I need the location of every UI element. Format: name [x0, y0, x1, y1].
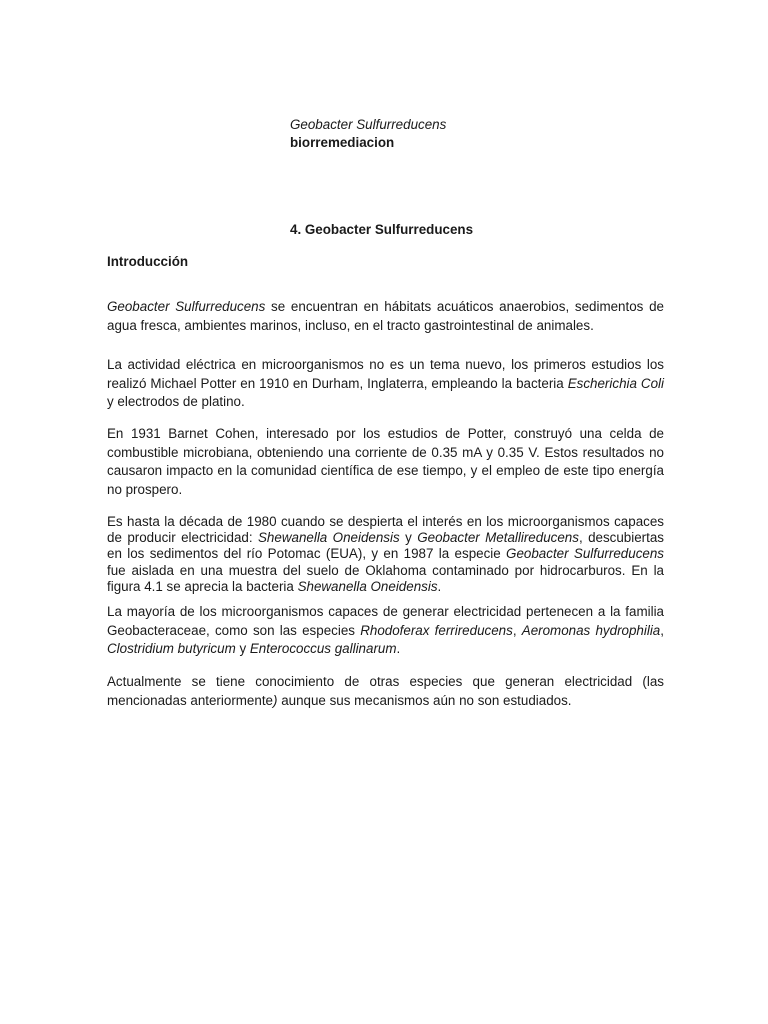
paragraph-text: se encuentran en hábitats acuáticos anaerobios, sedimentos de agua fresca, ambientes marinos, incluso, en el tracto gastrointestinal de animales.: [107, 299, 664, 333]
paragraph-text: aunque sus mecanismos aún no son estudiados.: [277, 692, 572, 708]
species-name: Escherichia Coli: [567, 375, 664, 391]
paragraph-text: .: [437, 578, 442, 594]
paragraph-geobacteraceae: [107, 603, 664, 659]
paragraph-text: y electrodos de platino.: [107, 394, 245, 410]
paragraph-text: Es hasta la década de 1980 cuando se despierta el interés en los microorganismos capaces de producir electricidad:: [107, 514, 664, 546]
paragraph-text: y: [235, 641, 250, 657]
species-name: Aeromonas hydrophilia: [521, 622, 661, 638]
paragraph-text: ,: [512, 622, 522, 638]
species-name: Geobacter Sulfurreducens: [107, 299, 266, 314]
species-name: Rhodoferax ferrireducens: [360, 622, 513, 638]
paragraph-text: En 1931 Barnet Cohen, interesado por los estudios de Potter, construyó una celda de combustible microbiana, obteniendo una corriente de 0.35 mA y 0.35 V. Estos resultados no causaron impacto en la comunidad científica de ese tiempo, y el empleo de este tipo energía no prospero.: [107, 426, 664, 497]
paragraph-text: fue aislada en una muestra del suelo de Oklahoma contaminado por hidrocarburos. En la figura 4.1 se aprecia la bacteria: [107, 562, 664, 594]
paragraph-text-italic: ): [273, 692, 278, 708]
paragraph-habitats: [107, 298, 664, 335]
paragraph-history-potter: [107, 356, 664, 412]
introduction-heading: Introducción: [107, 254, 189, 269]
species-name: Geobacter Sulfurreducens: [506, 546, 664, 562]
section-heading: 4. Geobacter Sulfurreducens: [290, 222, 474, 237]
species-name: Shewanella Oneidensis: [258, 530, 400, 546]
paragraph-text: La actividad eléctrica en microorganismos no es un tema nuevo, los primeros estudios los realizó Michael Potter en 1910 en Durham, Inglaterra, empleando la bacteria: [107, 357, 664, 391]
paragraph-text: , descubiertas en los sedimentos del río Potomac (EUA), y en 1987 la especie: [107, 530, 665, 562]
species-name: Shewanella Oneidensis: [297, 578, 438, 594]
paragraph-current-knowledge: [107, 673, 664, 710]
species-name: Clostridium butyricum: [107, 641, 236, 657]
title-block: [290, 116, 446, 152]
paragraph-text: y: [399, 530, 418, 546]
species-name: Enterococcus gallinarum: [249, 641, 397, 657]
species-title: Geobacter Sulfurreducens: [290, 117, 447, 132]
paragraph-text: Actualmente se tiene conocimiento de otras especies que generan electricidad (las mencionadas anteriormente: [107, 674, 664, 708]
paragraph-history-cohen: [107, 425, 664, 499]
paragraph-discovery-1980: [107, 514, 664, 595]
paragraph-text: ,: [660, 622, 664, 638]
paragraph-text: .: [396, 641, 401, 657]
document-subtitle: biorremediacion: [290, 135, 395, 150]
paragraph-text: La mayoría de los microorganismos capaces de generar electricidad pertenecen a la familia Geobacteraceae, como son las especies: [107, 604, 664, 638]
species-name: Geobacter Metallireducens: [417, 530, 579, 546]
